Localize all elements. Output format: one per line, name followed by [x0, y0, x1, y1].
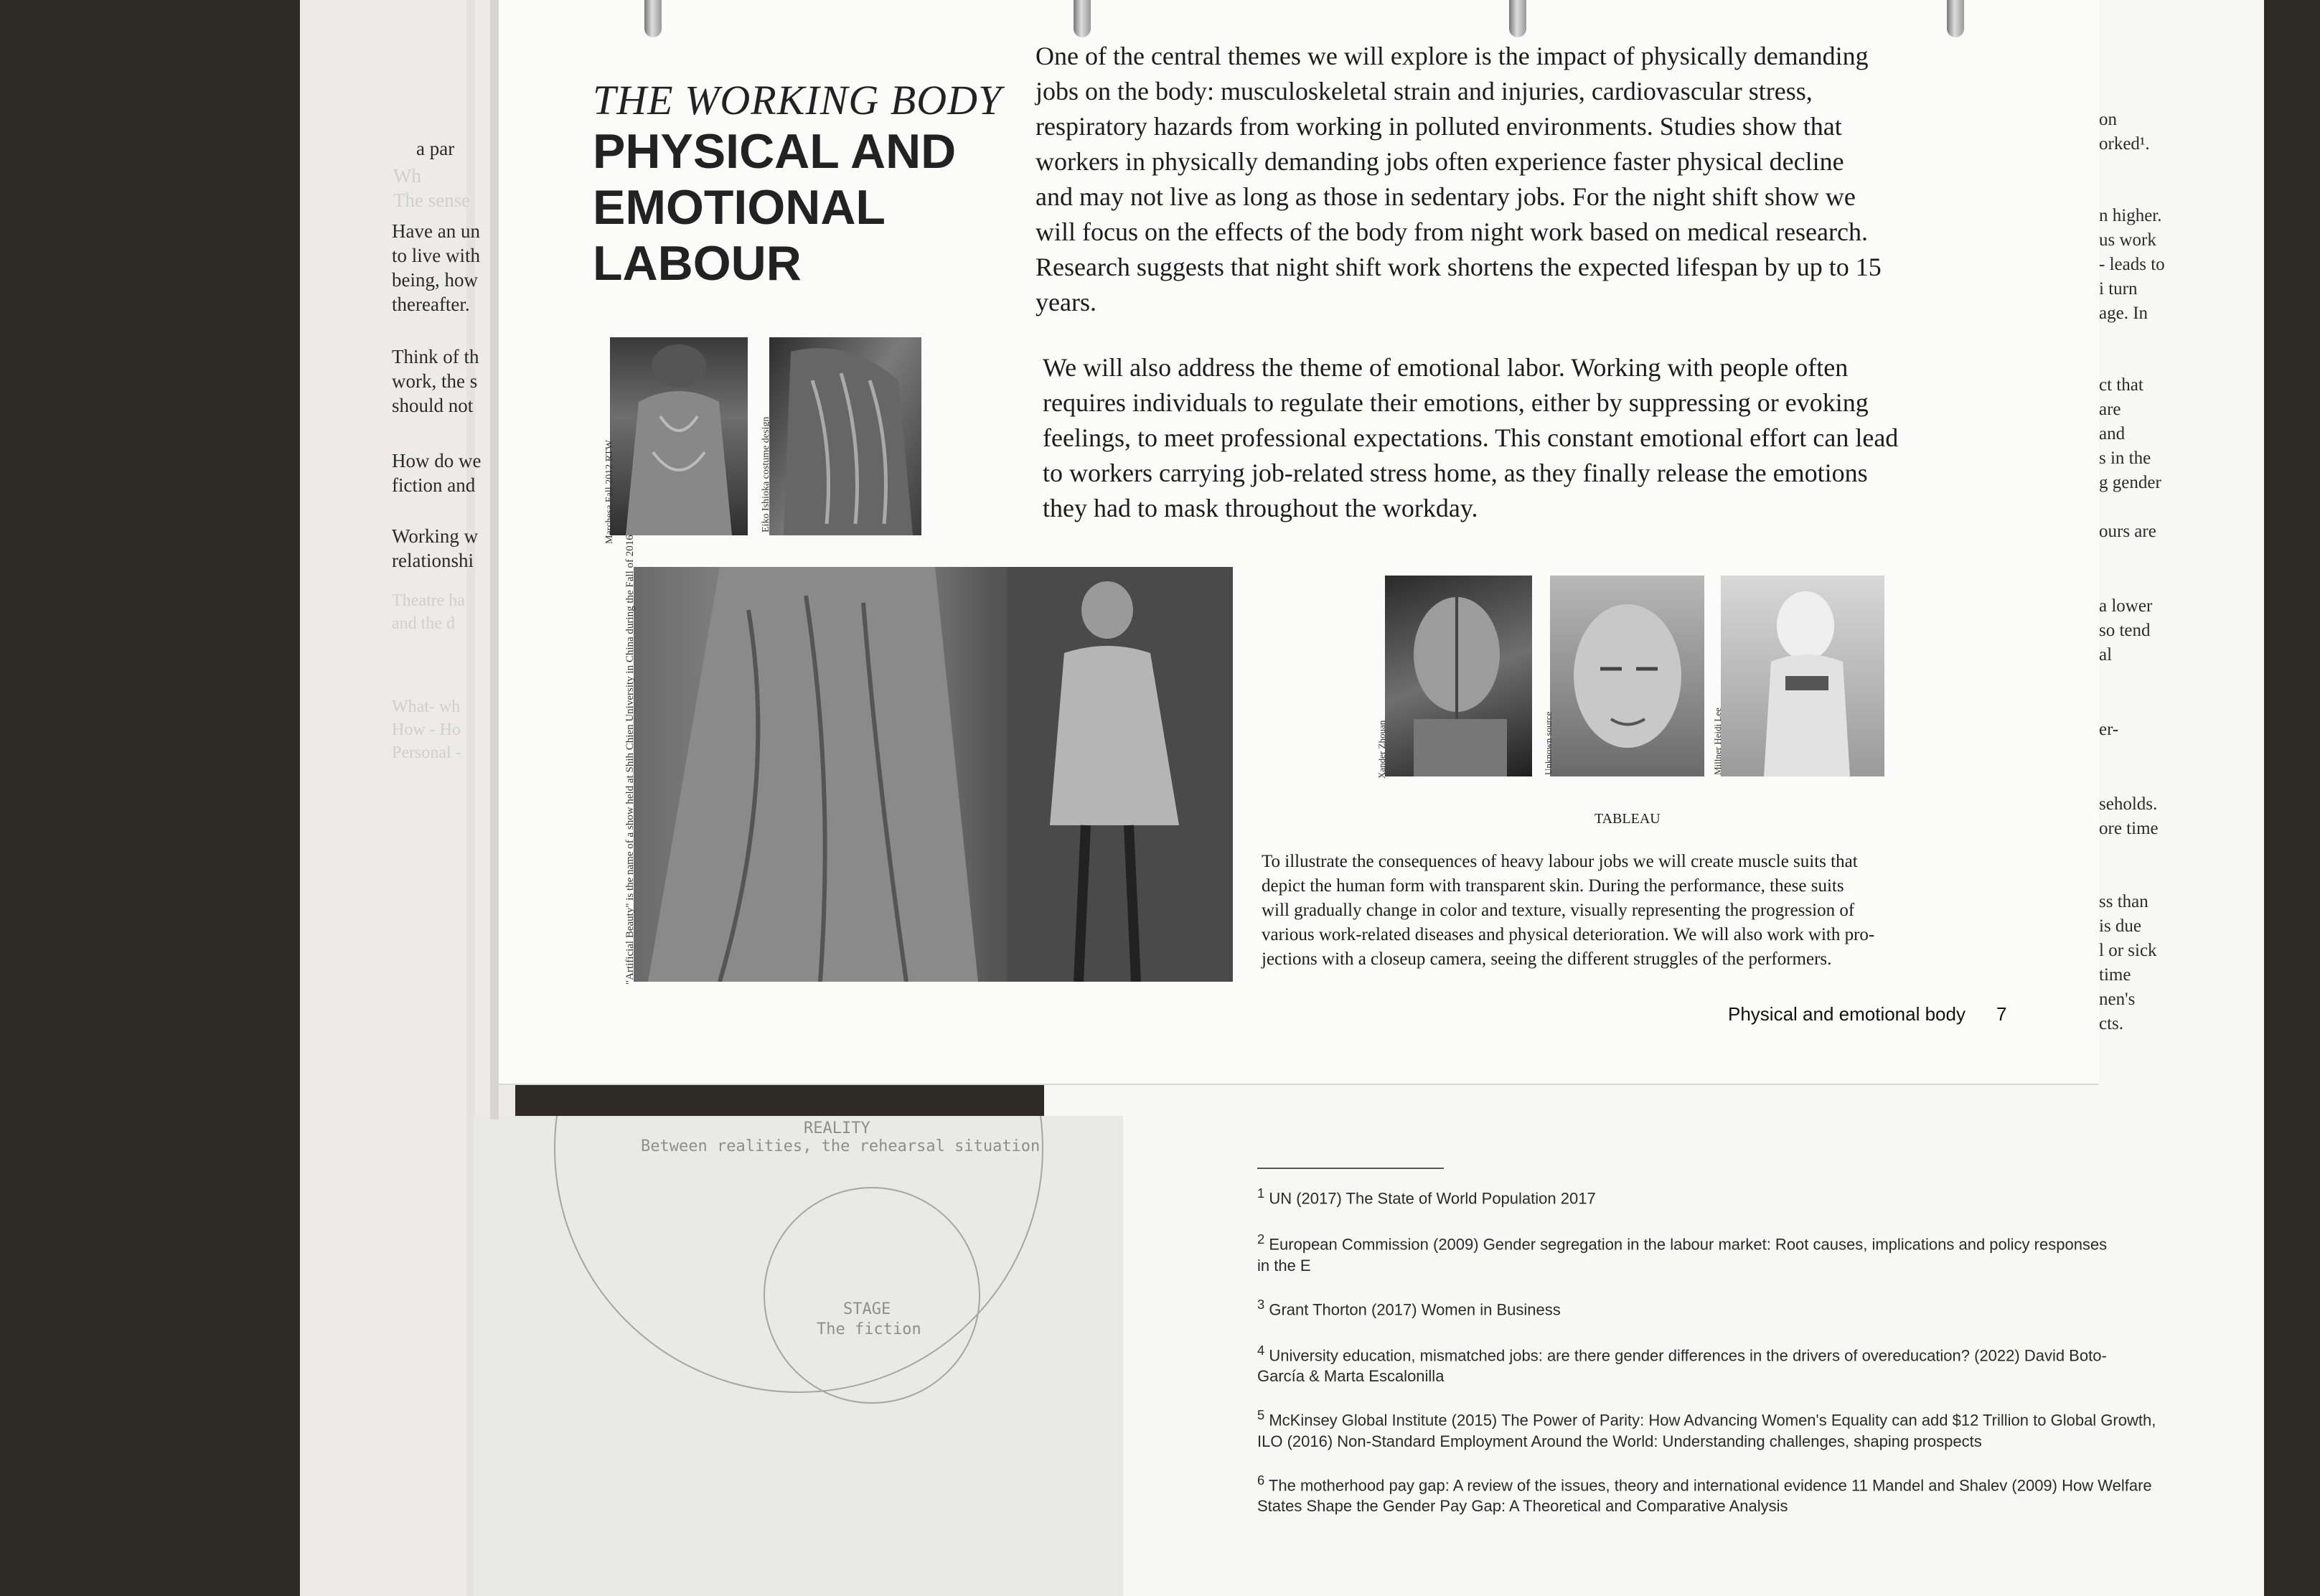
right-page-fragment: ore time	[2099, 819, 2159, 838]
eiko-ishioka-photo	[769, 337, 921, 535]
left-page-fragment: The sense	[393, 189, 471, 211]
left-page-fragment: What- wh	[392, 698, 461, 716]
right-page-fragment: g gender	[2099, 473, 2161, 492]
right-page-fragment: is due	[2099, 916, 2142, 936]
right-page-fragment: on	[2099, 110, 2117, 129]
left-page-fragment: How do we	[392, 450, 482, 471]
footnote-number: 1	[1257, 1186, 1265, 1201]
footer-section-title: Physical and emotional body	[1728, 1003, 1966, 1025]
paragraph-line: years.	[1035, 288, 1096, 316]
footnote-number: 2	[1257, 1231, 1265, 1247]
footnote-text: UN (2017) The State of World Population 2017	[1269, 1189, 1596, 1208]
footnote	[1257, 1340, 2147, 1386]
footnote	[1257, 1229, 2118, 1275]
right-page-fragment: are	[2099, 400, 2121, 419]
right-page-fragment: time	[2099, 965, 2131, 985]
right-page-fragment: l or sick	[2099, 941, 2157, 960]
paragraph-line: To illustrate the consequences of heavy labour jobs we will create muscle suits that	[1262, 852, 1858, 871]
right-page-fragment: i turn	[2099, 279, 2138, 299]
paragraph-line: they had to mask throughout the workday.	[1043, 494, 1478, 522]
left-page-fragment: work, the s	[392, 370, 478, 392]
footnote-rule	[1257, 1168, 1444, 1169]
paragraph-line: various work-related diseases and physical deterioration. We will also work with pro-	[1262, 925, 1875, 944]
right-page-fragment: al	[2099, 645, 2113, 665]
footnote	[1257, 1404, 2169, 1451]
left-page-fragment: and the d	[392, 614, 455, 633]
marchesa-photo	[610, 337, 748, 535]
title-italic: THE WORKING BODY	[593, 77, 1002, 123]
footnote	[1257, 1294, 2176, 1320]
diagram-inner-sub: The fiction	[817, 1320, 921, 1338]
marchesa-credit: Marchesa Fall 2012 RTW	[604, 440, 615, 544]
left-page-fragment: Wh	[393, 165, 421, 187]
inner-circle	[764, 1188, 980, 1403]
right-page-fragment: n higher.	[2099, 206, 2162, 225]
title-line: EMOTIONAL	[593, 180, 886, 235]
paragraph-line: requires individuals to regulate their emotions, either by suppressing or evoking	[1043, 388, 1869, 417]
photo-placeholder-graphic	[634, 567, 1233, 982]
paragraph-line: will gradually change in color and texture, visually representing the progression of	[1262, 901, 1855, 920]
page-number: 7	[1996, 1003, 2007, 1025]
footnotes	[1257, 1183, 2176, 1516]
reality-stage-diagram	[474, 1116, 1123, 1432]
right-page-fragment: and	[2099, 424, 2126, 443]
paragraph-line: We will also address the theme of emotional labor. Working with people often	[1043, 353, 1849, 382]
paragraph-line: workers in physically demanding jobs often experience faster physical decline	[1035, 147, 1844, 176]
paragraph-line: jobs on the body: musculoskeletal strain and injuries, cardiovascular stress,	[1035, 77, 1813, 105]
left-page-fragment: Have an un	[392, 220, 480, 242]
emotional-labor-paragraph	[1043, 350, 2062, 526]
photo-placeholder-graphic	[1550, 576, 1704, 776]
left-page-fragment: being, how	[392, 269, 478, 291]
right-page-fragment: er-	[2099, 720, 2119, 739]
title-bold	[593, 123, 956, 291]
right-page-fragment: cts.	[2099, 1014, 2124, 1033]
paragraph-line: One of the central themes we will explore is the impact of physically demanding	[1035, 42, 1869, 70]
right-page-fragment: seholds.	[2099, 794, 2158, 814]
footnote-text: McKinsey Global Institute (2015) The Power of Parity: How Advancing Women's Equality can add $12 Trillion to Global Growth, ILO (2016) Non-Standard Employment Around the World: Understanding challenges, shaping prospects	[1257, 1411, 2156, 1450]
right-page-fragment: nen's	[2099, 990, 2136, 1009]
left-page-fragment: How - Ho	[392, 720, 461, 739]
left-page-fragment: Personal -	[392, 743, 461, 762]
tableau-label: TABLEAU	[1595, 811, 1661, 827]
paragraph-line: will focus on the effects of the body from night work based on medical research.	[1035, 217, 1868, 246]
right-page-fragment: ours are	[2099, 522, 2156, 541]
binder-ring	[644, 0, 662, 37]
paragraph-line: respiratory hazards from working in polluted environments. Studies show that	[1035, 112, 1842, 141]
xander-zhouan-photo	[1385, 576, 1532, 776]
paragraph-line: Research suggests that night shift work shortens the expected lifespan by up to 15	[1035, 253, 1882, 281]
right-page-fragment: orked¹.	[2099, 134, 2150, 154]
diagram-outer-label: REALITY	[804, 1119, 870, 1137]
left-page-fragment: Theatre ha	[392, 591, 465, 610]
footnote-text: The motherhood pay gap: A review of the issues, theory and international evidence 11 Mandel and Shalev (2009) How Welfare States Shape the Gender Pay Gap: A Theoretical and Comparative Analysis	[1257, 1475, 2152, 1515]
footnote-number: 4	[1257, 1342, 1265, 1358]
right-page-fragment: - leads to	[2099, 255, 2165, 274]
left-page-fragment: relationshi	[392, 550, 474, 571]
footnote-text: University education, mismatched jobs: are there gender differences in the drivers of overeducation? (2022) David Boto-García & Marta Escalonilla	[1257, 1346, 2107, 1386]
title-line: LABOUR	[593, 236, 802, 291]
muscle-suits-paragraph	[1262, 850, 2022, 972]
binder-ring	[1947, 0, 1964, 37]
left-page-fragment: Think of th	[392, 346, 479, 367]
left-page-fragment: fiction and	[392, 474, 476, 496]
front-page-edges	[490, 0, 499, 1119]
artificial-beauty-credit: "Artificial Beauty" is the name of a show held at Shih Chien University in China during the Fall of 2016	[624, 535, 636, 985]
binder-ring	[1509, 0, 1526, 37]
diagram-inner-label: STAGE	[843, 1300, 891, 1318]
left-page-fragment: Working w	[392, 525, 479, 547]
unknown-source-credit: Unknown source	[1543, 711, 1554, 775]
footnote-text: Grant Thorton (2017) Women in Business	[1269, 1300, 1561, 1318]
photo-placeholder-graphic	[769, 337, 921, 535]
left-page-fragment: to live with	[392, 245, 480, 266]
diagram-outer-sub: Between realities, the rehearsal situation	[641, 1137, 1041, 1155]
binder-ring	[1074, 0, 1091, 37]
xander-credit: Xander Zhouan	[1376, 720, 1387, 779]
footnote	[1257, 1470, 2169, 1516]
right-page-fragment: ss than	[2099, 892, 2148, 911]
footnote-number: 3	[1257, 1296, 1265, 1312]
right-page-fragment: a lower	[2099, 596, 2153, 616]
unknown-source-photo	[1550, 576, 1704, 776]
right-page-fragment: age. In	[2099, 304, 2148, 323]
millner-credit: Millner Heidi Lee	[1712, 708, 1723, 775]
footnote-number: 6	[1257, 1472, 1265, 1488]
eiko-credit: Eiko Ishioka costume design	[761, 416, 771, 532]
photo-placeholder-graphic	[1721, 576, 1884, 776]
footnote-number: 5	[1257, 1407, 1265, 1423]
millner-heidi-lee-photo	[1721, 576, 1884, 776]
left-page-fragment: thereafter.	[392, 294, 470, 315]
intro-paragraph	[1035, 39, 2054, 320]
photo-placeholder-graphic	[610, 337, 748, 535]
footnote-text: European Commission (2009) Gender segregation in the labour market: Root causes, implications and policy responses in the E	[1257, 1235, 2108, 1275]
title-line: PHYSICAL AND	[593, 124, 957, 179]
right-page-fragment: ct that	[2099, 375, 2143, 395]
left-page-fragment: should not	[392, 395, 474, 416]
outer-circle	[555, 1116, 1043, 1392]
paragraph-line: and may not live as long as those in sedentary jobs. For the night shift show we	[1035, 182, 1856, 211]
left-page-fragment: a par	[416, 138, 455, 159]
footnote	[1257, 1183, 2176, 1208]
right-page-fragment: so tend	[2099, 621, 2151, 640]
right-page-fragment: s in the	[2099, 449, 2151, 468]
photo-placeholder-graphic	[1385, 576, 1532, 776]
paragraph-line: depict the human form with transparent skin. During the performance, these suits	[1262, 876, 1844, 896]
paragraph-line: feelings, to meet professional expectations. This constant emotional effort can lead	[1043, 423, 1899, 452]
artificial-beauty-photo	[634, 567, 1233, 982]
right-page-fragment: us work	[2099, 230, 2156, 250]
paragraph-line: jections with a closeup camera, seeing the different struggles of the performers.	[1262, 949, 1832, 969]
paragraph-line: to workers carrying job-related stress home, as they finally release the emotions	[1043, 459, 1868, 487]
